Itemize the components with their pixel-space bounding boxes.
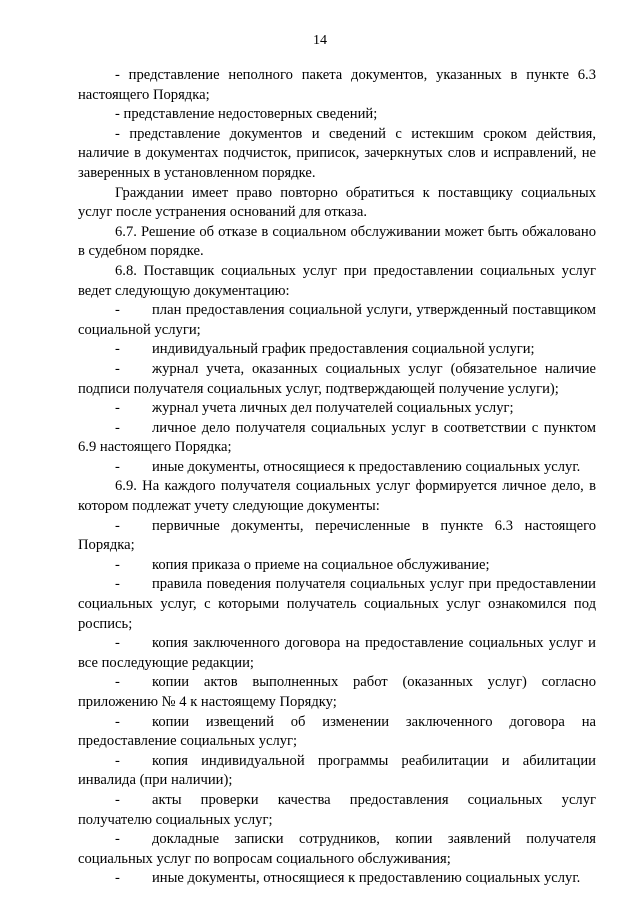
list-item-text: копия индивидуальной программы реабилитации и абилитации инвалида (при наличии); — [78, 752, 596, 789]
paragraph: 6.9. На каждого получателя социальных услуг формируется личное дело, в котором подлежат учету следующие документы: — [78, 478, 596, 515]
list-item — [78, 517, 596, 556]
bullet-dash: - — [115, 674, 120, 691]
paragraph: 6.8. Поставщик социальных услуг при предоставлении социальных услуг ведет следующую документацию: — [78, 262, 596, 299]
list-item-text: иные документы, относящиеся к предоставлению социальных услуг. — [152, 458, 581, 475]
list-item-text: копии извещений об изменении заключенного договора на предоставление социальных услуг; — [78, 713, 596, 750]
list-item — [78, 869, 596, 889]
paragraph: Граждании имеет право повторно обратиться к поставщику социальных услуг после устранения оснований для отказа. — [78, 184, 596, 221]
list-item-text: журнал учета личных дел получателей социальных услуг; — [152, 400, 514, 417]
list-item — [78, 458, 596, 478]
list-item-text: первичные документы, перечисленные в пункте 6.3 настоящего Порядка; — [78, 517, 596, 554]
list-item-text: копия заключенного договора на предоставление социальных услуг и все последующие редакции; — [78, 635, 596, 671]
bullet-dash: - — [115, 576, 120, 593]
bullet-dash: - — [115, 635, 120, 652]
bullet-dash: - — [115, 752, 120, 769]
list-item — [78, 713, 596, 752]
bullet-dash: - — [115, 341, 120, 358]
bullet-dash: - — [115, 517, 120, 534]
list-item — [78, 301, 596, 340]
list-item — [78, 360, 596, 399]
list-item-text: иные документы, относящиеся к предоставлению социальных услуг. — [152, 870, 581, 887]
list-item-text: правила поведения получателя социальных услуг при предоставлении социальных услуг, с которыми получатель социальных услуг ознакомился под роспись; — [78, 576, 596, 632]
list-item-text: журнал учета, оказанных социальных услуг (обязательное наличие подписи получателя социальных услуг, подтверждающей получение услуги); — [78, 360, 596, 397]
bullet-dash: - — [115, 713, 120, 730]
list-item — [78, 575, 596, 634]
bullet-dash: - — [115, 556, 120, 573]
bullet-dash: - — [115, 400, 120, 417]
list-item — [78, 673, 596, 712]
list-item — [78, 791, 596, 830]
bullet-dash: - — [115, 870, 120, 887]
list-item-text: копия приказа о приеме на социальное обслуживание; — [152, 556, 490, 573]
bullet-dash: - — [115, 419, 120, 436]
list-item — [78, 634, 596, 673]
list-item — [78, 419, 596, 458]
list-item — [78, 399, 596, 419]
bullet-dash: - — [115, 302, 120, 319]
list-item — [78, 340, 596, 360]
paragraph: - представление недостоверных сведений; — [115, 106, 378, 123]
bullet-dash: - — [115, 831, 120, 848]
paragraph: - представление документов и сведений с истекшим сроком действия, наличие в документах подчисток, приписок, зачеркнутых слов и исправлений, не заверенных в установленном порядке. — [78, 125, 596, 181]
list-item — [78, 752, 596, 791]
list-item-text: акты проверки качества предоставления социальных услуг получателю социальных услуг; — [78, 791, 596, 828]
bullet-dash: - — [115, 458, 120, 475]
paragraph: 6.7. Решение об отказе в социальном обслуживании может быть обжаловано в судебном порядке. — [78, 223, 596, 260]
list-item-text: план предоставления социальной услуги, утвержденный поставщиком социальной услуги; — [78, 302, 596, 338]
document-body — [78, 66, 596, 889]
page-number: 14 — [313, 33, 327, 48]
list-item-text: копии актов выполненных работ (оказанных услуг) согласно приложению № 4 к настоящему Порядку; — [78, 674, 596, 710]
bullet-dash: - — [115, 791, 120, 808]
list-item — [78, 556, 596, 576]
list-item-text: докладные записки сотрудников, копии заявлений получателя социальных услуг по вопросам социального обслуживания; — [78, 831, 596, 867]
list-item — [78, 830, 596, 869]
list-item-text: личное дело получателя социальных услуг в соответствии с пунктом 6.9 настоящего Порядка; — [78, 419, 596, 456]
bullet-dash: - — [115, 360, 120, 377]
list-item-text: индивидуальный график предоставления социальной услуги; — [152, 341, 535, 358]
paragraph: - представление неполного пакета документов, указанных в пункте 6.3 настоящего Порядка; — [78, 67, 596, 103]
